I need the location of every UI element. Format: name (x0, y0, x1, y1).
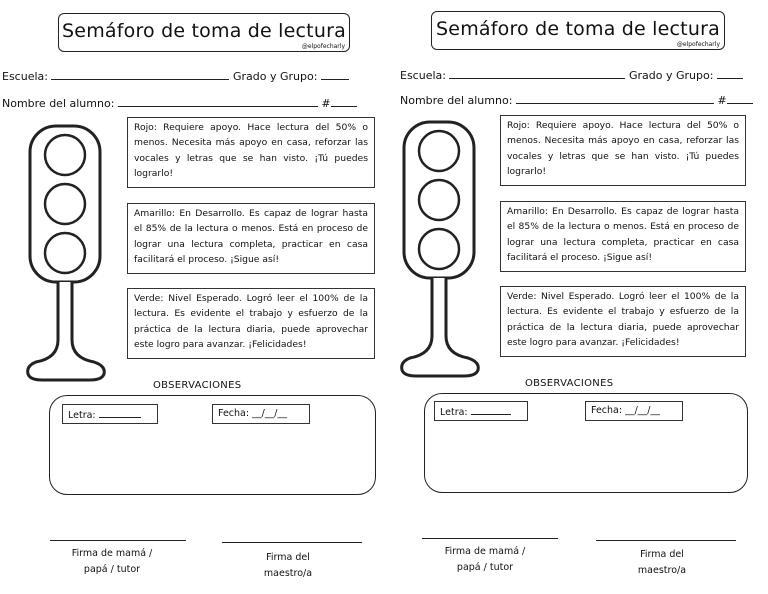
teacher-signature-line[interactable] (222, 542, 362, 543)
letter-blank[interactable] (471, 405, 511, 415)
teacher-signature-line2: maestro/a (263, 568, 313, 579)
letter-field[interactable] (62, 404, 158, 424)
level-yellow-description: Amarillo: En Desarrollo. Es capaz de lograr hasta el 85% de la lectura o menos. Está en proceso de lograr una lectura completa, practicar en casa facilitará el proceso. ¡Sigue así! (127, 203, 375, 274)
page-title: Semáforo de toma de lectura (62, 20, 346, 42)
traffic-light-icon (24, 122, 114, 384)
student-row (2, 95, 357, 110)
parent-signature-line1: Firma de mamá / (71, 548, 153, 559)
grade-label: Grado y Grupo: (232, 70, 318, 83)
parent-signature-line2: papá / tutor (83, 564, 141, 575)
title-box (58, 13, 350, 52)
school-blank[interactable] (449, 67, 625, 79)
title-box (431, 11, 725, 50)
grade-blank[interactable] (321, 68, 349, 80)
parent-signature-line1: Firma de mamá / (444, 546, 526, 557)
date-format: __/__/__ (252, 408, 287, 419)
number-label: # (717, 94, 727, 107)
letter-label: Letra: (68, 410, 96, 421)
letter-label: Letra: (440, 407, 468, 418)
student-blank[interactable] (516, 92, 714, 104)
worksheet-right (384, 0, 768, 594)
date-label: Fecha: (591, 405, 623, 416)
observations-title: OBSERVACIONES (153, 380, 242, 391)
school-label: Escuela: (2, 70, 48, 83)
parent-signature-line2: papá / tutor (456, 562, 514, 573)
date-field[interactable] (212, 404, 310, 424)
student-label: Nombre del alumno: (2, 97, 115, 110)
teacher-signature-line1: Firma del (640, 549, 684, 560)
number-blank[interactable] (331, 95, 357, 107)
student-row (400, 92, 753, 107)
teacher-signature-label (596, 547, 728, 579)
level-red-description: Rojo: Requiere apoyo. Hace lectura del 50% o menos. Necesita más apoyo en casa, reforzar las vocales y letras que se han visto. ¡Tú puedes lograrlo! (127, 117, 375, 188)
page-title: Semáforo de toma de lectura (436, 18, 720, 40)
date-label: Fecha: (218, 408, 250, 419)
teacher-signature-line2: maestro/a (637, 565, 687, 576)
date-format: __/__/__ (625, 405, 660, 416)
grade-label: Grado y Grupo: (628, 69, 714, 82)
level-green-description: Verde: Nivel Esperado. Logró leer el 100% de la lectura. Es evidente el trabajo y esfuerzo de la práctica de la lectura diaria, puede aprovechar este logro para avanzar. ¡Felicidades! (127, 288, 375, 359)
number-label: # (321, 97, 331, 110)
teacher-signature-line1: Firma del (266, 552, 310, 563)
student-blank[interactable] (118, 95, 318, 107)
school-row (400, 67, 743, 82)
observations-title: OBSERVACIONES (525, 378, 614, 389)
traffic-light-icon (398, 118, 488, 380)
level-red-description: Rojo: Requiere apoyo. Hace lectura del 50% o menos. Necesita más apoyo en casa, reforzar las vocales y letras que se han visto. ¡Tú puedes lograrlo! (500, 115, 746, 186)
level-yellow-description: Amarillo: En Desarrollo. Es capaz de lograr hasta el 85% de la lectura o menos. Está en proceso de lograr una lectura completa, practicar en casa facilitará el proceso. ¡Sigue así! (500, 201, 746, 272)
grade-blank[interactable] (717, 67, 743, 79)
parent-signature-label (50, 546, 174, 578)
school-label: Escuela: (400, 69, 446, 82)
teacher-signature-line[interactable] (596, 540, 736, 541)
school-row (2, 68, 349, 83)
parent-signature-line[interactable] (422, 538, 558, 539)
author-credit: @elpofecharly (301, 43, 345, 50)
parent-signature-label (422, 544, 548, 576)
letter-blank[interactable] (99, 408, 141, 418)
letter-field[interactable] (434, 401, 528, 421)
parent-signature-line[interactable] (50, 540, 186, 541)
author-credit: @elpofecharly (676, 41, 720, 48)
school-blank[interactable] (51, 68, 229, 80)
level-green-description: Verde: Nivel Esperado. Logró leer el 100% de la lectura. Es evidente el trabajo y esfuerzo de la práctica de la lectura diaria, puede aprovechar este logro para avanzar. ¡Felicidades! (500, 286, 746, 357)
number-blank[interactable] (727, 92, 753, 104)
date-field[interactable] (585, 401, 683, 421)
teacher-signature-label (222, 550, 354, 582)
student-label: Nombre del alumno: (400, 94, 513, 107)
